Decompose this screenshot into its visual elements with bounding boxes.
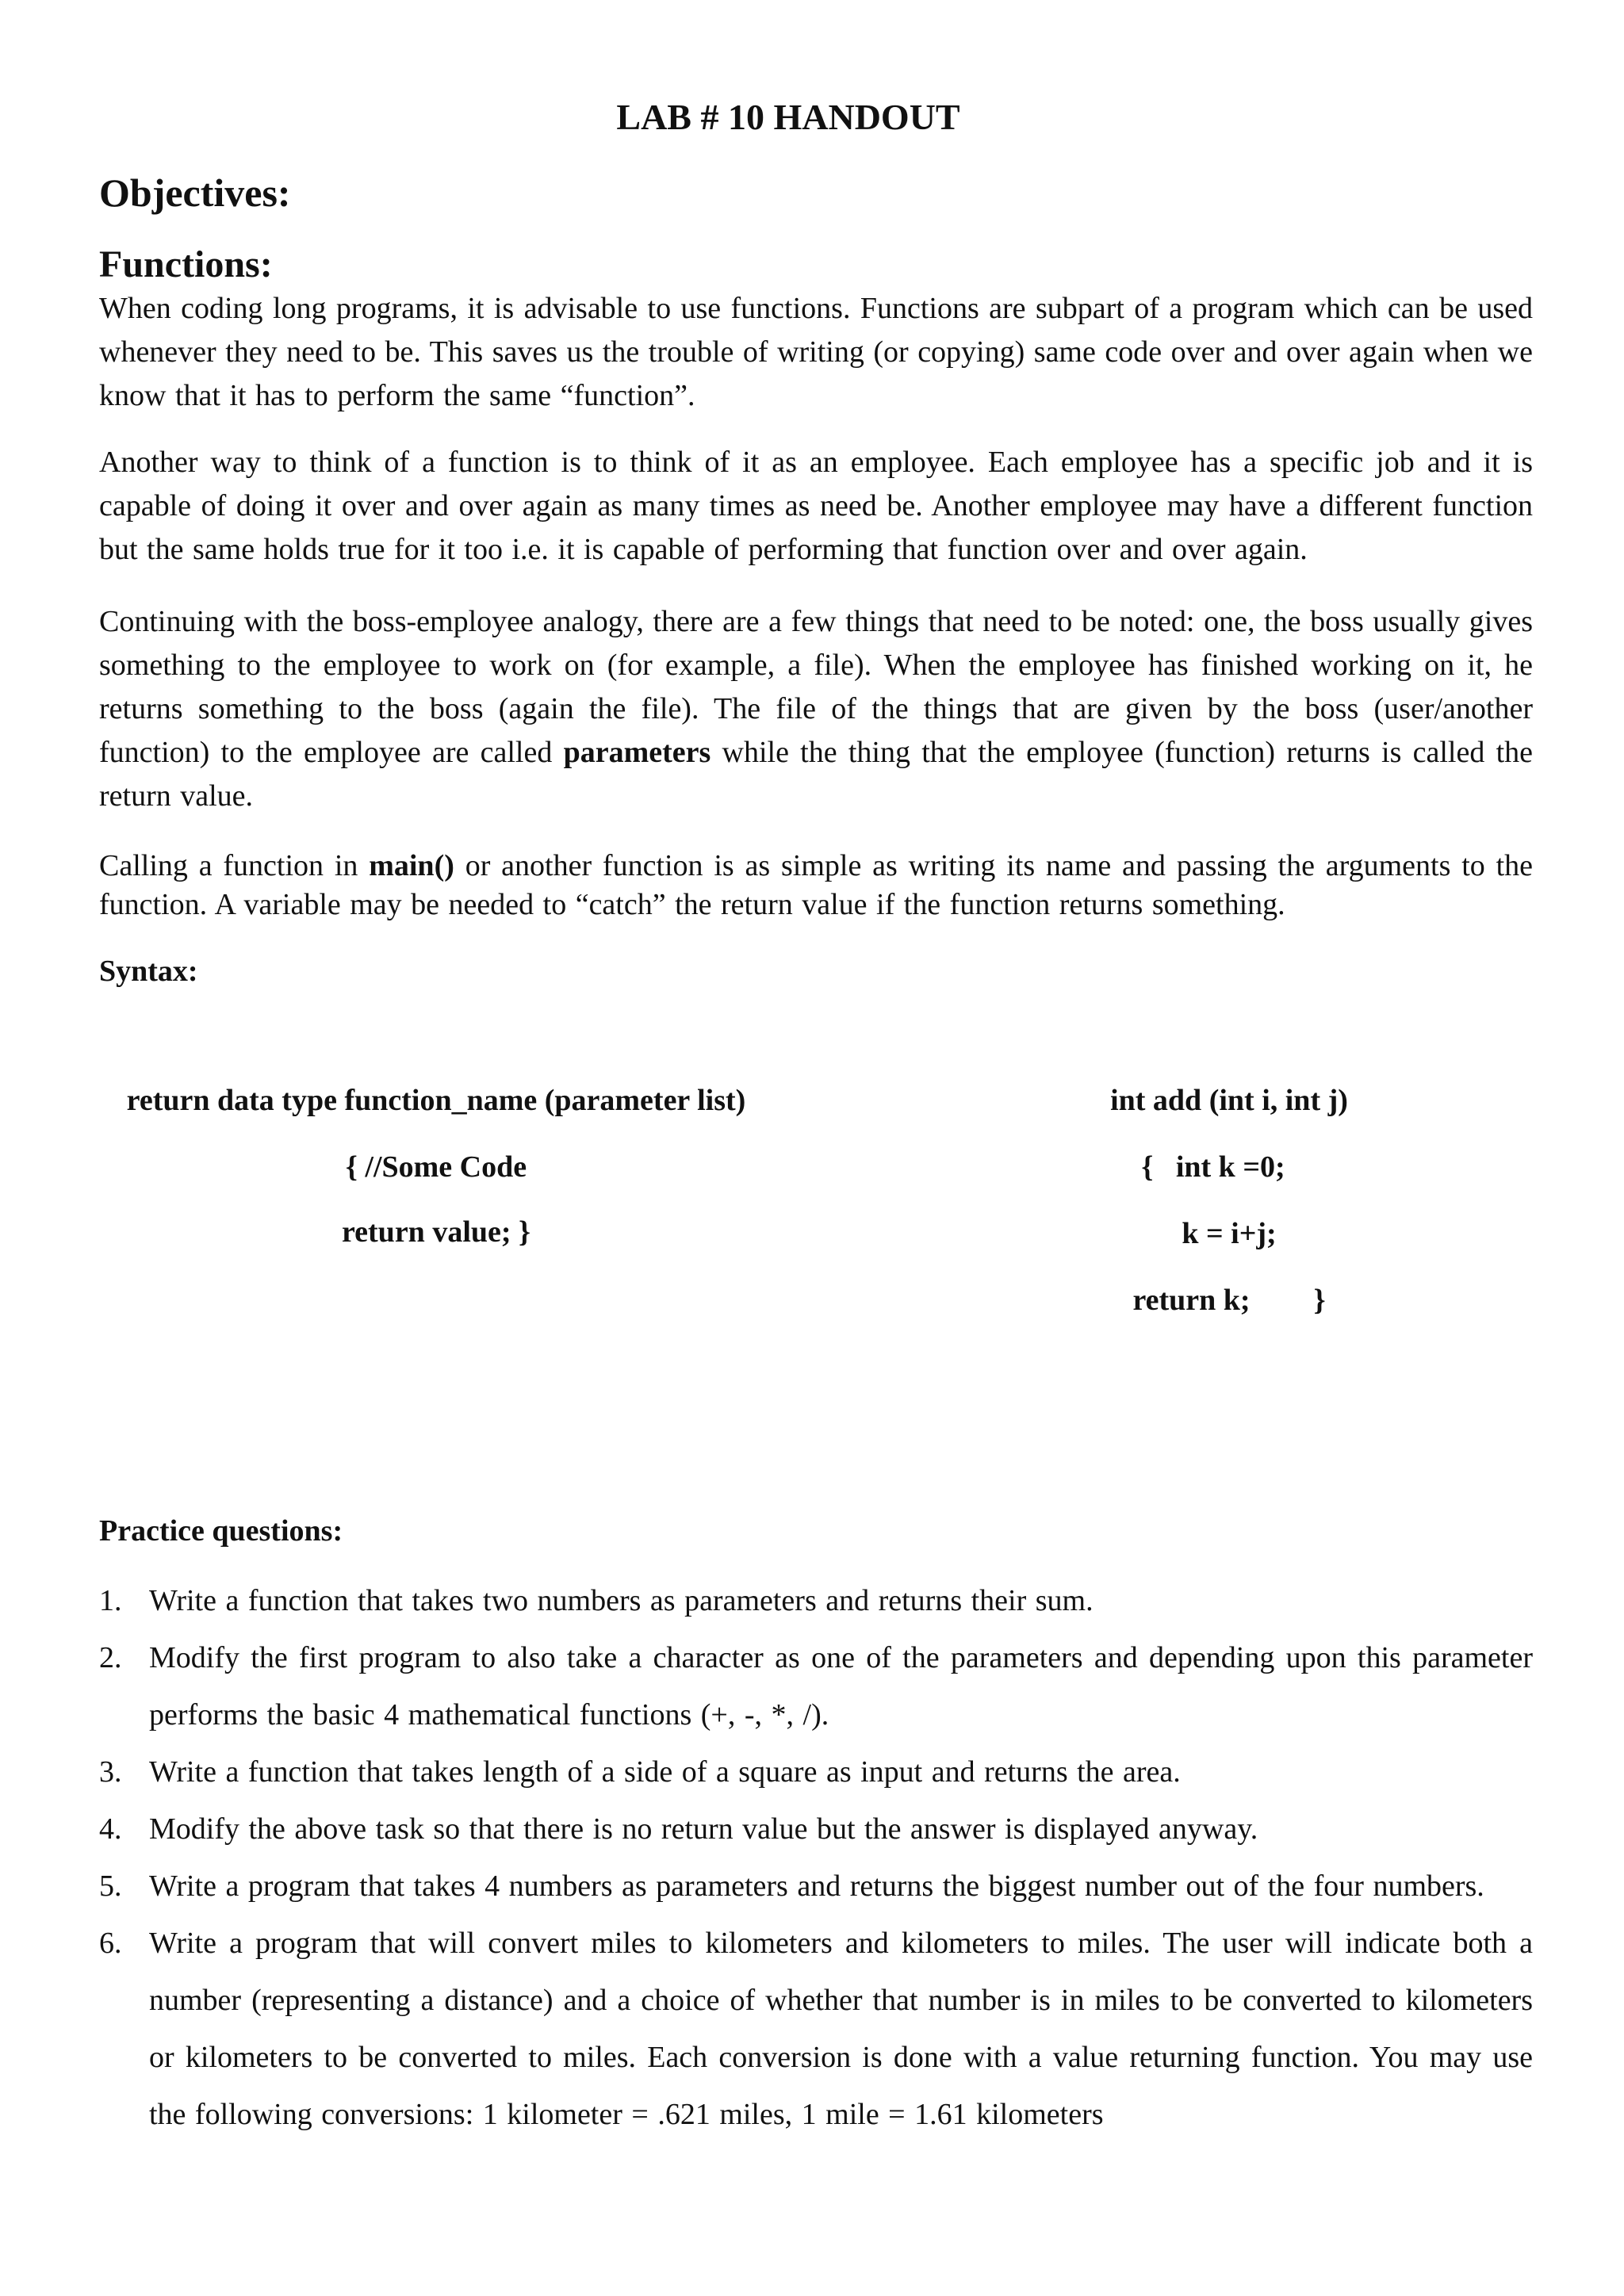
- paragraph-calling: [99, 847, 1533, 924]
- syntax-example-line2: k = i+j;: [1182, 1217, 1277, 1250]
- syntax-example-return: return k;: [1132, 1284, 1251, 1317]
- list-item: [99, 1858, 1533, 1915]
- paragraph-parameters-text-before: Continuing with the boss-employee analogy, there are a few things that need to be noted: one, the boss usually gives something to the employee to work on (for example, a file). When the employee has finished working on it, he returns something to the boss (again the file). The file of the things that are given by the boss (user/another function) to the employee are called: [99, 605, 1533, 769]
- list-item: [99, 1800, 1533, 1858]
- question-number: 3.: [99, 1755, 122, 1789]
- paragraph-parameters: [99, 600, 1533, 818]
- question-text: Write a program that takes 4 numbers as parameters and returns the biggest number out of the four numbers.: [149, 1869, 1484, 1903]
- list-item: [99, 1915, 1533, 2143]
- syntax-heading: Syntax:: [99, 955, 198, 988]
- question-text: Write a program that will convert miles to kilometers and kilometers to miles. The user will indicate both a number (representing a distance) and a choice of whether that number is in miles to be converted to kilometers or kilometers to be converted to miles. Each conversion is done with a value returning function. You may use the following conversions: 1 kilometer = .621 miles, 1 mile = 1.61 kilometers: [149, 1927, 1533, 2131]
- paragraph-calling-text-before: Calling a function in: [99, 849, 370, 882]
- syntax-example-line1: { int k =0;: [1141, 1150, 1285, 1184]
- paragraph-employee-analogy: Another way to think of a function is to think of it as an employee. Each employee has a specific job and it is capable of doing it over and over again as many times as need be. Another employee may have a different function but the same holds true for it too i.e. it is capable of performing that function over and over again.: [99, 446, 1533, 566]
- main-term: main(): [369, 849, 454, 882]
- question-text: Write a function that takes two numbers as parameters and returns their sum.: [149, 1584, 1094, 1617]
- syntax-generic-signature: return data type function_name (parameter list): [126, 1084, 746, 1117]
- question-number: 4.: [99, 1812, 122, 1846]
- list-item: [99, 1629, 1533, 1743]
- syntax-example-line3: [991, 1282, 1467, 1318]
- parameters-term: parameters: [563, 736, 711, 769]
- objectives-heading: Objectives:: [99, 170, 291, 215]
- list-item: [99, 1572, 1533, 1629]
- question-text: Modify the above task so that there is no return value but the answer is displayed anyway.: [149, 1812, 1258, 1846]
- question-number: 6.: [99, 1927, 122, 1960]
- question-number: 5.: [99, 1869, 122, 1903]
- question-text: Modify the first program to also take a character as one of the parameters and depending upon this parameter performs the basic 4 mathematical functions (+, -, *, /).: [149, 1641, 1533, 1732]
- functions-heading: Functions:: [99, 243, 273, 285]
- paragraph-parameters-text-after: while the thing that the employee (function) returns is called the return value.: [99, 736, 1533, 813]
- document-title: LAB # 10 HANDOUT: [616, 97, 960, 137]
- paragraph-intro: When coding long programs, it is advisable to use functions. Functions are subpart of a program which can be used whenever they need to be. This saves us the trouble of writing (or copying) same code over and over again when we know that it has to perform the same “function”.: [99, 292, 1533, 412]
- syntax-example-signature: int add (int i, int j): [1110, 1084, 1348, 1117]
- practice-question-list: [99, 1572, 1533, 2143]
- syntax-generic-block: [119, 1082, 753, 1250]
- syntax-generic-return: return value; }: [341, 1215, 531, 1249]
- syntax-generic-body: { //Some Code: [345, 1150, 527, 1184]
- list-item: [99, 1743, 1533, 1800]
- question-number: 2.: [99, 1641, 122, 1674]
- question-number: 1.: [99, 1584, 122, 1617]
- practice-heading: Practice questions:: [99, 1514, 343, 1548]
- paragraph-calling-text-after: or another function is as simple as writing its name and passing the arguments to the function. A variable may be needed to “catch” the return value if the function returns something.: [99, 849, 1533, 921]
- syntax-example-close-brace: }: [1313, 1284, 1326, 1317]
- question-text: Write a function that takes length of a side of a square as input and returns the area.: [149, 1755, 1181, 1789]
- syntax-example-block: [991, 1082, 1467, 1318]
